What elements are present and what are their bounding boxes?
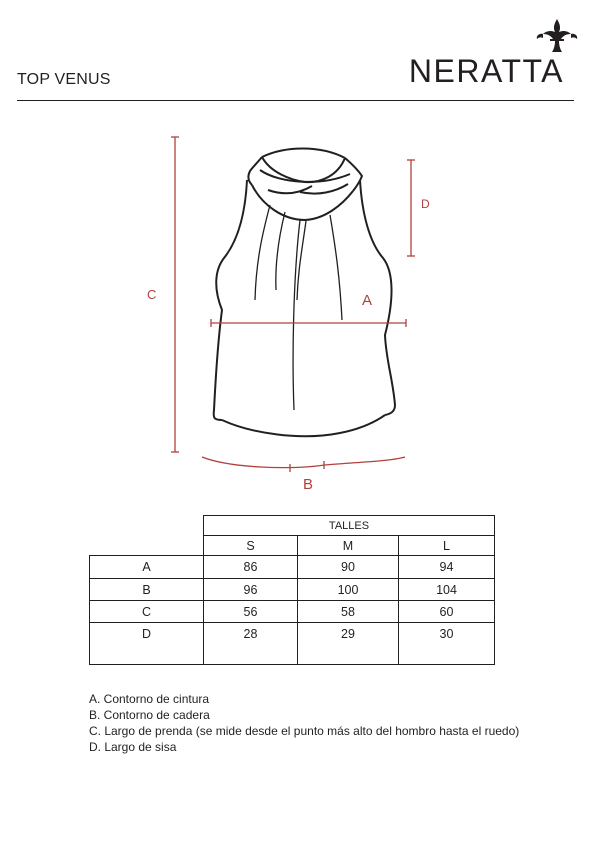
row-label: D [90,623,204,665]
table-row [90,556,495,579]
table-cell: 60 [399,601,495,623]
size-table [89,515,495,665]
dimension-lines [171,137,415,472]
size-table-title: TALLES [204,516,495,536]
dimension-label-a: A [362,292,373,309]
table-cell: 56 [204,601,298,623]
brand-name: NERATTA [408,53,564,89]
table-cell: 29 [298,623,399,665]
table-row [90,579,495,601]
dimension-label-c: C [147,287,157,302]
dimension-label-b: B [303,476,314,493]
table-cell: 104 [399,579,495,601]
legend-item: C. Largo de prenda (se mide desde el punto más alto del hombro hasta el ruedo) [89,724,520,738]
row-label: A [90,556,204,579]
measurement-legend [89,691,519,755]
table-cell: 30 [399,623,495,665]
table-row [90,601,495,623]
table-cell: 100 [298,579,399,601]
table-cell: 86 [204,556,298,579]
table-cell: 90 [298,556,399,579]
table-cell: 58 [298,601,399,623]
product-title: TOP VENUS [17,71,111,88]
table-row [90,623,495,665]
table-cell: 96 [204,579,298,601]
size-header-m: M [298,536,399,556]
dimension-label-d: D [421,197,430,211]
legend-item: A. Contorno de cintura [89,692,210,706]
table-cell: 94 [399,556,495,579]
size-header-s: S [204,536,298,556]
legend-item: D. Largo de sisa [89,740,177,754]
row-label: B [90,579,204,601]
table-cell: 28 [204,623,298,665]
row-label: C [90,601,204,623]
legend-item: B. Contorno de cadera [89,708,210,722]
size-header-l: L [399,536,495,556]
